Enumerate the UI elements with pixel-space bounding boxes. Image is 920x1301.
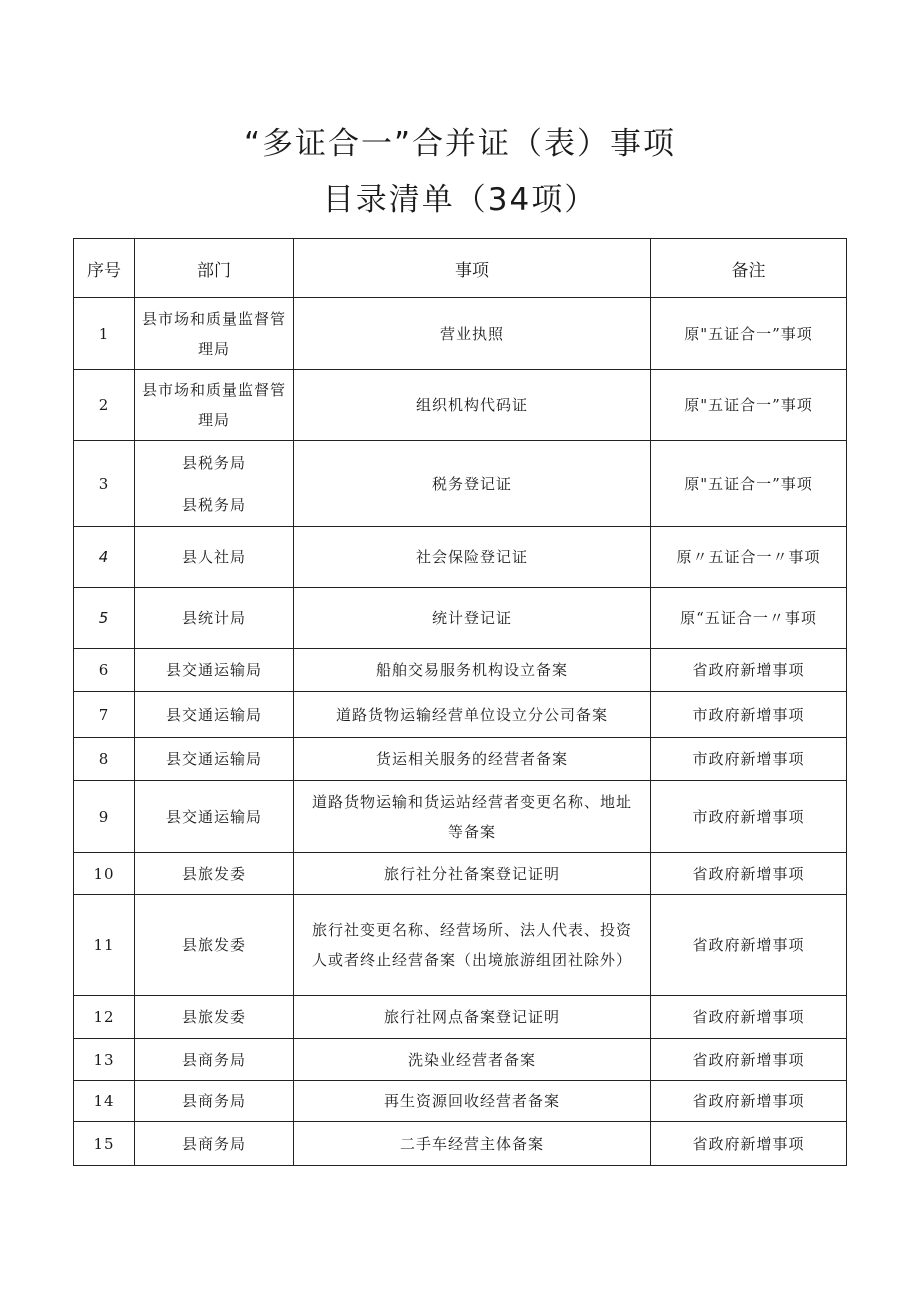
row-seq: 14 (74, 1081, 135, 1122)
item-list-table (73, 238, 847, 1166)
row-note: 原"五证合一”事项 (651, 298, 847, 370)
row-seq: 8 (74, 738, 135, 781)
row-seq: 15 (74, 1122, 135, 1166)
row-dept-line: 县税务局 (181, 495, 246, 514)
row-item: 组织机构代码证 (294, 370, 651, 441)
row-note: 省政府新增事项 (651, 1081, 847, 1122)
row-dept: 县商务局 (135, 1122, 294, 1166)
row-note: 省政府新增事项 (651, 1039, 847, 1081)
row-item: 货运相关服务的经营者备案 (294, 738, 651, 781)
row-item: 税务登记证 (294, 441, 651, 527)
row-seq: 2 (74, 370, 135, 441)
row-dept: 县统计局 (135, 588, 294, 649)
row-item: 营业执照 (294, 298, 651, 370)
row-note: 省政府新增事项 (651, 1122, 847, 1166)
table-row (74, 1039, 847, 1081)
row-note: 市政府新增事项 (651, 692, 847, 738)
row-dept: 县人社局 (135, 527, 294, 588)
table-row (74, 441, 847, 527)
row-dept-line: 县税务局 (181, 453, 246, 472)
row-item: 道路货物运输经营单位设立分公司备案 (294, 692, 651, 738)
row-dept: 县旅发委 (135, 996, 294, 1039)
row-item: 再生资源回收经营者备案 (294, 1081, 651, 1122)
row-note: 原"五证合一”事项 (651, 370, 847, 441)
row-dept: 县交通运输局 (135, 738, 294, 781)
row-item: 旅行社网点备案登记证明 (294, 996, 651, 1039)
row-item-line: 道路货物运输和货运站经营者变更名称、地址 (311, 792, 632, 811)
table-row (74, 649, 847, 692)
row-item-line: 旅行社变更名称、经营场所、法人代表、投资 (311, 921, 632, 939)
row-dept (135, 298, 294, 370)
row-dept-line: 理局 (197, 339, 230, 358)
row-item: 船舶交易服务机构设立备案 (294, 649, 651, 692)
row-note: 市政府新增事项 (651, 781, 847, 853)
row-seq: 11 (74, 895, 135, 996)
row-seq: 9 (74, 781, 135, 853)
row-item: 二手车经营主体备案 (294, 1122, 651, 1166)
document-title-line2: 目录清单（34项） (322, 182, 598, 218)
row-dept (135, 441, 294, 527)
row-dept: 县旅发委 (135, 895, 294, 996)
row-dept-line: 县市场和质量监督管 (141, 309, 286, 328)
table-row (74, 588, 847, 649)
row-dept: 县交通运输局 (135, 692, 294, 738)
table-row (74, 1122, 847, 1166)
table-row (74, 527, 847, 588)
row-seq: 1 (74, 298, 135, 370)
row-note: 省政府新增事项 (651, 895, 847, 996)
row-item-line: 等备案 (447, 822, 496, 841)
row-note: 省政府新增事项 (651, 996, 847, 1039)
row-dept: 县商务局 (135, 1039, 294, 1081)
document-title-line1: “多证合一”合并证（表）事项 (243, 126, 677, 162)
header-dept: 部门 (135, 239, 294, 298)
table-header-row (74, 239, 847, 298)
table-row (74, 370, 847, 441)
table-row (74, 298, 847, 370)
row-note: 市政府新增事项 (651, 738, 847, 781)
table-row (74, 738, 847, 781)
row-item (294, 781, 651, 853)
row-item: 统计登记证 (294, 588, 651, 649)
table-row (74, 895, 847, 996)
row-seq: 4 (74, 527, 135, 588)
row-dept: 县旅发委 (135, 853, 294, 895)
row-dept: 县交通运输局 (135, 649, 294, 692)
row-seq: 13 (74, 1039, 135, 1081)
row-seq: 12 (74, 996, 135, 1039)
row-item-line: 人或者终止经营备案（出境旅游组团社除外） (311, 951, 632, 969)
row-dept (135, 370, 294, 441)
table-row (74, 1081, 847, 1122)
row-note: 省政府新增事项 (651, 853, 847, 895)
row-item: 社会保险登记证 (294, 527, 651, 588)
row-dept-line: 理局 (197, 411, 230, 429)
header-seq: 序号 (74, 239, 135, 298)
table-row (74, 692, 847, 738)
header-item: 事项 (294, 239, 651, 298)
table-row (74, 996, 847, 1039)
table-row (74, 853, 847, 895)
row-seq: 7 (74, 692, 135, 738)
row-item: 洗染业经营者备案 (294, 1039, 651, 1081)
row-note: 原"五证合一”事项 (651, 441, 847, 527)
row-note: 原“五证合一〃事项 (651, 588, 847, 649)
row-seq: 10 (74, 853, 135, 895)
row-note: 原〃五证合一〃事项 (651, 527, 847, 588)
row-dept: 县交通运输局 (135, 781, 294, 853)
row-seq: 3 (74, 441, 135, 527)
header-note: 备注 (651, 239, 847, 298)
row-dept: 县商务局 (135, 1081, 294, 1122)
row-seq: 6 (74, 649, 135, 692)
row-seq: 5 (74, 588, 135, 649)
row-item (294, 895, 651, 996)
row-item: 旅行社分社备案登记证明 (294, 853, 651, 895)
table-row (74, 781, 847, 853)
row-note: 省政府新增事项 (651, 649, 847, 692)
row-dept-line: 县市场和质量监督管 (141, 381, 286, 399)
